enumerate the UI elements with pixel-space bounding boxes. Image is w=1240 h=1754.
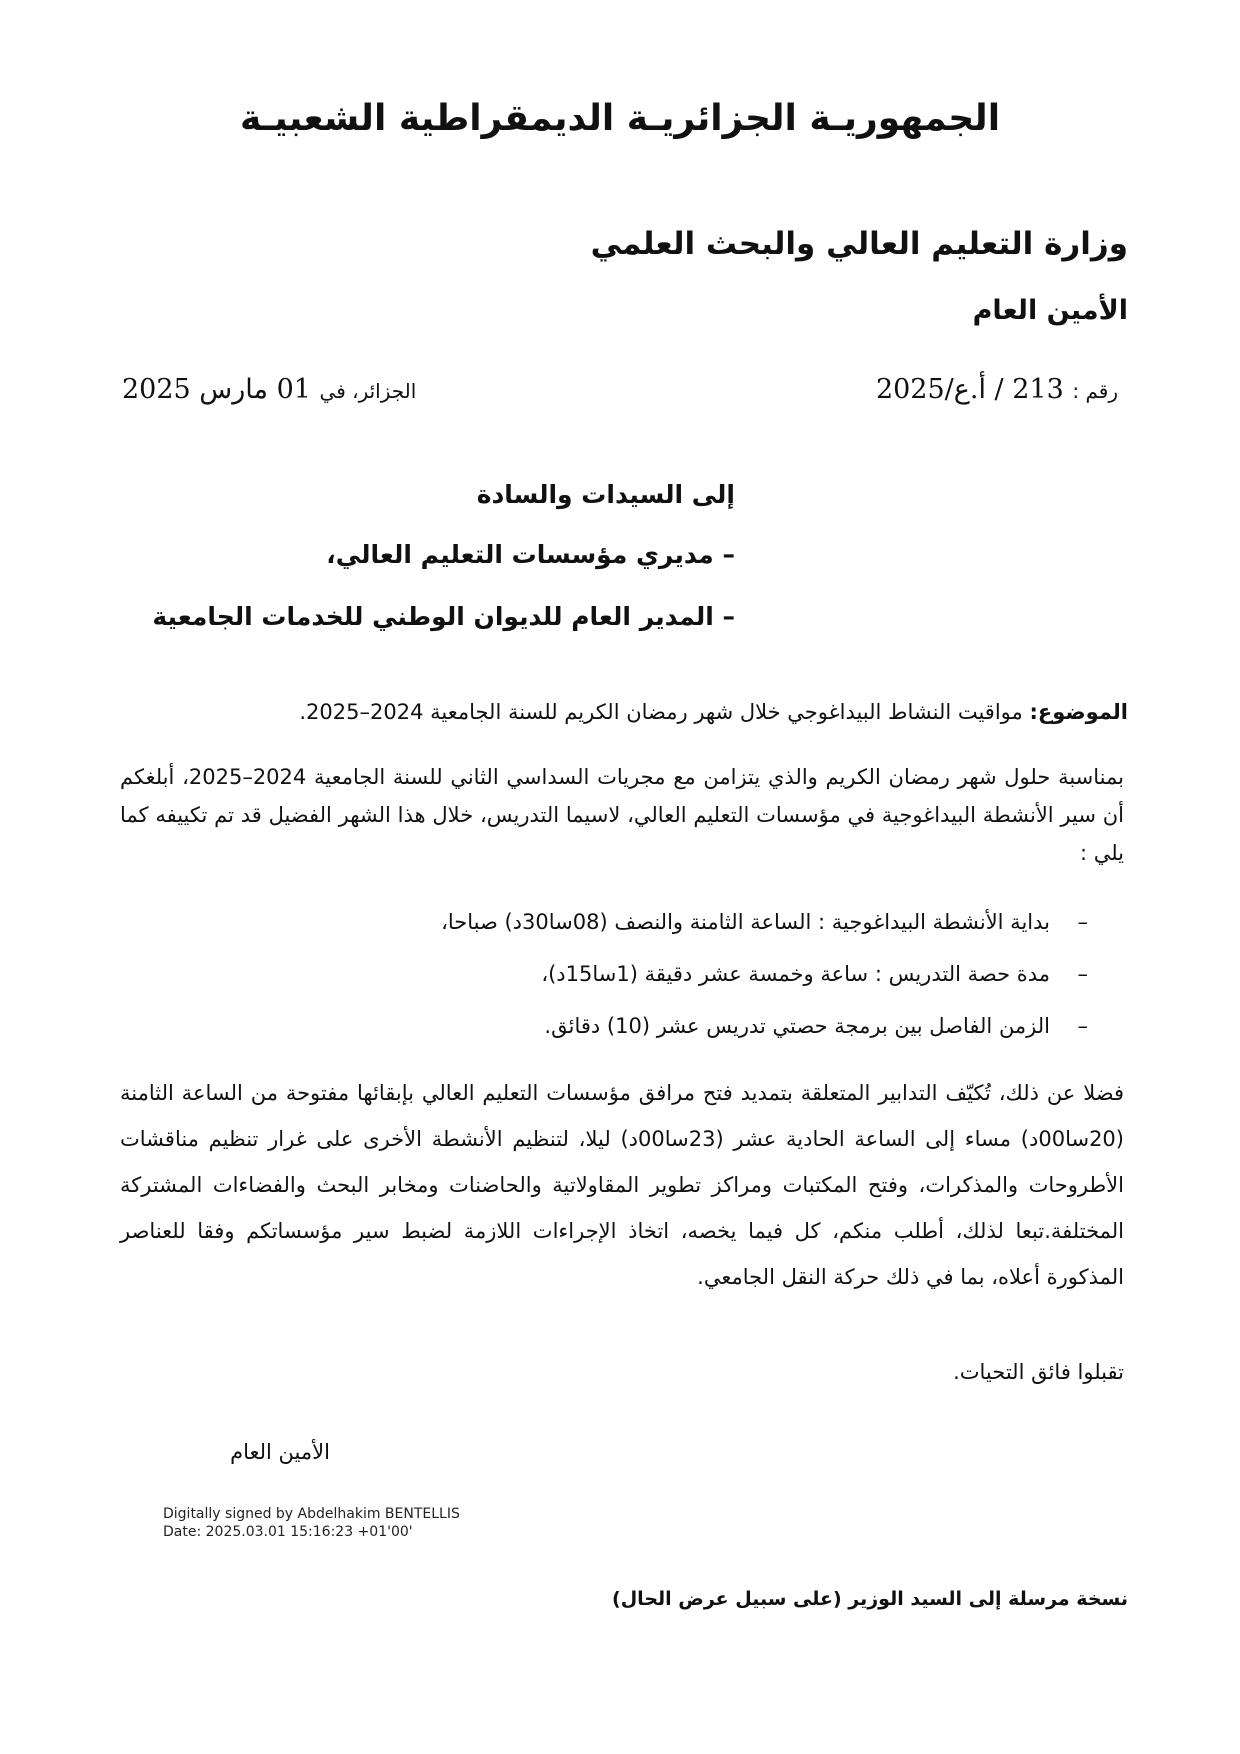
digital-signature-date: Date: 2025.03.01 15:16:23 +01'00' <box>163 1524 413 1540</box>
place-label: الجزائر، في <box>319 379 417 403</box>
list-item-text: مدة حصة التدريس : ساعة وخمسة عشر دقيقة (1سا15د)، <box>541 962 1050 986</box>
ministry-name: وزارة التعليم العالي والبحث العلمي <box>590 226 1128 262</box>
recipient-line: – مديري مؤسسات التعليم العالي، <box>326 540 735 569</box>
reference-date <box>122 374 416 405</box>
office-name: الأمين العام <box>972 295 1128 326</box>
closing-salutation: تقبلوا فائق التحيات. <box>953 1360 1124 1384</box>
signer-title: الأمين العام <box>230 1440 330 1464</box>
list-item: – مدة حصة التدريس : ساعة وخمسة عشر دقيقة (1سا15د)، <box>541 962 1088 986</box>
recipient-line: – المدير العام للديوان الوطني للخدمات الجامعية <box>152 602 735 631</box>
digital-signature <box>163 1505 460 1541</box>
republic-title: الجمهوريـة الجزائريـة الديمقراطية الشعبيـة <box>239 98 1001 139</box>
reference-number-label: رقم : <box>1072 379 1118 403</box>
reference-number <box>876 374 1118 405</box>
copy-note: نسخة مرسلة إلى السيد الوزير (على سبيل عرض الحال) <box>612 1588 1128 1610</box>
recipients-heading: إلى السيدات والسادة <box>476 480 735 509</box>
digital-signature-signer: Digitally signed by Abdelhakim BENTELLIS <box>163 1506 460 1522</box>
list-item: – بداية الأنشطة البيداغوجية : الساعة الثامنة والنصف (08سا30د) صباحا، <box>441 910 1088 934</box>
reference-number-value: 213 / أ.ع/2025 <box>875 374 1064 405</box>
list-item-text: بداية الأنشطة البيداغوجية : الساعة الثامنة والنصف (08سا30د) صباحا، <box>441 910 1050 934</box>
list-item-text: الزمن الفاصل بين برمجة حصتي تدريس عشر (10) دقائق. <box>544 1014 1050 1038</box>
subject-text: مواقيت النشاط البيداغوجي خلال شهر رمضان الكريم للسنة الجامعية 2024–2025. <box>299 700 1023 724</box>
body-paragraph: بمناسبة حلول شهر رمضان الكريم والذي يتزامن مع مجريات السداسي الثاني للسنة الجامعية 2024–2025، أبلغكم أن سير الأنشطة البيداغوجية في مؤسسات التعليم العالي، لاسيما التدريس، خلال هذا الشهر الفضيل قد تم تكييفه كما يلي : <box>120 765 1124 865</box>
schedule-list <box>188 896 1088 1052</box>
body-paragraph: فضلا عن ذلك، تُكيّف التدابير المتعلقة بتمديد فتح مرافق مؤسسات التعليم العالي بإبقائها مفتوحة من الساعة الثامنة (20سا00د) مساء إلى الساعة الحادية عشر (23سا00د) ليلا، لتنظيم الأنشطة الأخرى على غرار تنظيم مناقشات الأطروحات والمذكرات، وفتح المكتبات ومراكز تطوير المقاولاتية والحاضنات ومخابر البحث والفضاءات المشتركة المختلفة.تبعا لذلك، أطلب منكم، كل فيما يخصه، اتخاذ الإجراءات اللازمة لضبط سير مؤسساتكم وفقا للعناصر المذكورة أعلاه، بما في ذلك حركة النقل الجامعي. <box>120 1081 1124 1289</box>
list-item: – الزمن الفاصل بين برمجة حصتي تدريس عشر (10) دقائق. <box>544 1014 1088 1038</box>
subject-label: الموضوع: <box>1029 700 1128 724</box>
subject-line <box>299 700 1128 724</box>
date-value: 01 مارس 2025 <box>122 374 311 405</box>
